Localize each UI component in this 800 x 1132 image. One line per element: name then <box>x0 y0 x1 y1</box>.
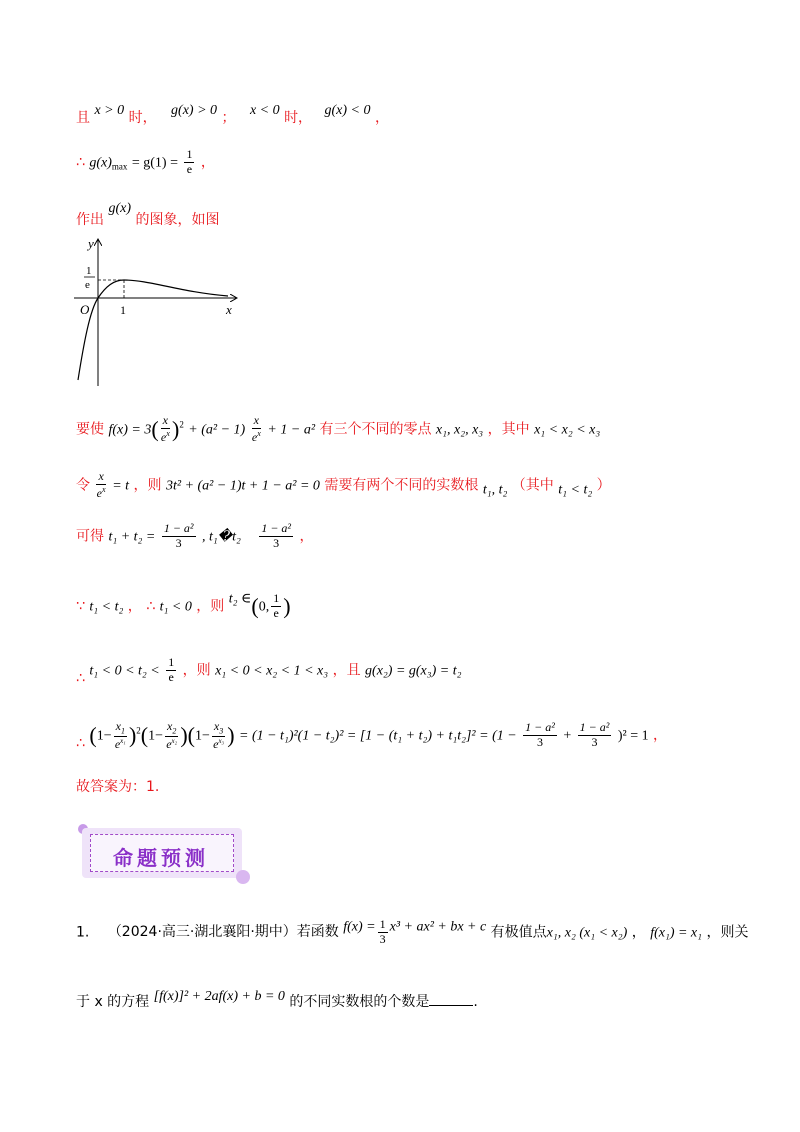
decor-dot-icon <box>236 870 250 884</box>
solution-line-1: 且 x > 0 时， g(x) > 0 ； x < 0 时， g(x) < 0 ， <box>76 103 389 126</box>
solution-line-4: 要使 f(x) = 3( $\frac{x}{e^x}$ )$^2$ + (a² − 1) $\frac{x}{e^x}$ + 1 − a² 有三个不同的零点 x₁, x₂, x₃ ，其中 x₁ < x₂ < x₃ <box>76 413 601 444</box>
solution-line-7: ∵ t₁ < t₂ ， ∴ t₁ < 0 ，则 t₂ ∈(0, $\frac{1}{e}$ ) <box>76 591 291 620</box>
y-tick-numerator: 1 <box>86 265 92 277</box>
solution-line-3: 作出 g(x) 的图象，如图 <box>76 201 220 228</box>
answer-blank[interactable] <box>429 993 473 1006</box>
function-graph <box>70 232 250 392</box>
solution-line-6: 可得 t₁ + t₂ = $\frac{\text{1 − a²}}{3}$ , t₁�t₂ $\frac{\text{1 − a²}}{3}$ ， <box>76 521 314 550</box>
section-title: 命题预测 <box>113 846 209 870</box>
y-axis-label: y <box>88 236 94 251</box>
solution-line-9: ∴ (1− $\frac{x_1}{e^{x_1}}$ )$^2$(1− $\frac{x_2}{e^{x_2}}$ )(1− $\frac{x_3}{e^{x_3}}$ ) = (1 − t₁)²(1 − t₂)² = [1 − (t₁ + t₂) + t₁t₂]² = (1 − $\frac{\text{1 − a²}}{3}$ + $\frac{\text{1 − a²}}{3}$ )² = 1 ， <box>76 719 668 752</box>
y-tick-denominator: e <box>85 279 90 291</box>
x-axis-label: x <box>226 302 232 317</box>
problem-line-1: 1. （2024·高三·湖北襄阳·期中）若函数 f(x) = $\frac{1}{3}$ x³ + ax² + bx + c 有极值点x₁, x₂ (x₁ < x₂) ， f(x₁) = x₁ ，则关 <box>76 917 749 946</box>
solution-line-5: 令 $\frac{x}{e^x}$ = t ，则 3t² + (a² − 1)t + 1 − a² = 0 需要有两个不同的实数根 t₁, t₂ （其中 t₁ < t₂ ） <box>76 469 611 500</box>
curve <box>78 280 228 380</box>
x-tick-label: 1 <box>120 303 126 317</box>
problem-line-2: 于 x 的方程 [f(x)]² + 2af(x) + b = 0 的不同实数根的个数是 . <box>76 989 478 1010</box>
origin-label: O <box>80 302 90 317</box>
solution-line-2: ∴ $g(x)_{max} = g(1)$ = $\frac{1}{e}$ ， <box>76 147 215 176</box>
fraction: $\frac{1}{e}$ <box>186 147 193 176</box>
answer-line: 故答案为：1. <box>76 779 160 795</box>
section-banner <box>78 820 248 882</box>
solution-line-8: ∴ t₁ < 0 < t₂ < $\frac{1}{e}$ ，则 x₁ < 0 < x₂ < 1 < x₃ ，且 g(x₂) = g(x₃) = t₂ <box>76 655 462 687</box>
